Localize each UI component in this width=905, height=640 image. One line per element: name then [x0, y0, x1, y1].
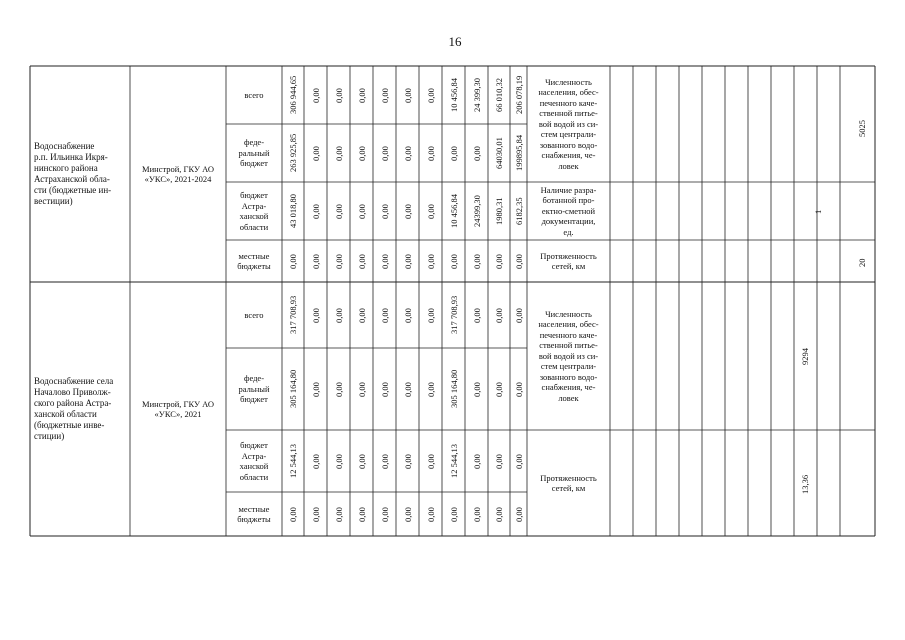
value-cell: 24 399,30	[471, 78, 482, 112]
indicator-label: Численность населения, обес- печенного каче- ственной питье- вой водой из си- стем централи- зованного водо- снабжения, че- ловек	[538, 308, 599, 403]
value-cell: 0,00	[379, 145, 390, 161]
object-name-2: Водоснабжение села Началово Приволж- ского района Астра- ханской области (бюджетные инве- стиции)	[34, 376, 114, 441]
value-cell: 0,00	[356, 253, 367, 269]
value-cell: 206 078,19	[513, 75, 524, 114]
value-cell: 0,00	[356, 307, 367, 323]
value-cell: 0,00	[310, 506, 321, 522]
executor-1: Минстрой, ГКУ АО «УКС», 2021-2024	[142, 163, 214, 184]
value-cell: 0,00	[288, 506, 298, 522]
value-cell: 6182,35	[513, 197, 524, 225]
indicator-value: 20	[857, 258, 867, 267]
value-cell: 305 164,80	[448, 369, 459, 408]
value-cell: 0,00	[333, 203, 344, 219]
indicator-value: 13,36	[800, 474, 810, 494]
value-cell: 199895,84	[513, 134, 524, 171]
indicator-value: 9294	[800, 347, 810, 365]
value-cell: 0,00	[471, 381, 482, 397]
value-cell: 0,00	[379, 453, 390, 469]
value-cell: 0,00	[513, 381, 524, 397]
value-cell: 0,00	[471, 253, 482, 269]
value-cell: 0,00	[494, 381, 504, 397]
value-cell: 0,00	[513, 453, 524, 469]
value-cell: 305 164,80	[288, 369, 298, 408]
value-cell: 12 544,13	[448, 444, 459, 478]
value-cell: 0,00	[471, 145, 482, 161]
value-cell: 0,00	[513, 506, 524, 522]
value-cell: 0,00	[448, 145, 459, 161]
value-cell: 0,00	[379, 253, 390, 269]
value-cell: 0,00	[513, 253, 524, 269]
value-cell: 0,00	[310, 87, 321, 103]
value-cell: 0,00	[448, 506, 459, 522]
value-cell: 0,00	[402, 87, 413, 103]
value-cell: 0,00	[402, 453, 413, 469]
value-cell: 64030,01	[494, 137, 504, 169]
value-cell: 0,00	[402, 203, 413, 219]
value-cell: 0,00	[310, 307, 321, 323]
value-cell: 263 925,85	[288, 133, 298, 172]
value-cell: 10 456,84	[448, 78, 459, 112]
value-cell: 0,00	[425, 307, 436, 323]
budget-label-local: местные бюджеты	[237, 250, 271, 271]
budget-label-federal: феде- ральный бюджет	[238, 373, 270, 405]
value-cell: 0,00	[402, 253, 413, 269]
value-cell: 0,00	[471, 307, 482, 323]
indicator-label: Наличие разра- ботанной про- ектно-сметной документации, ед.	[540, 184, 597, 237]
value-cell: 0,00	[402, 381, 413, 397]
budget-label-total: всего	[244, 309, 264, 320]
value-cell: 66 010,32	[494, 78, 504, 112]
value-cell: 0,00	[471, 506, 482, 522]
object-name-1: Водоснабжение р.п. Ильинка Икря- нинского района Астраханской обла- сти (бюджетные ин- вестиции)	[34, 141, 112, 206]
budget-label-federal: феде- ральный бюджет	[238, 137, 270, 169]
budget-label-local: местные бюджеты	[237, 503, 271, 524]
indicator-value: 5025	[857, 119, 867, 137]
value-cell: 0,00	[310, 381, 321, 397]
value-cell: 0,00	[494, 307, 504, 323]
indicator-label: Протяженность сетей, км	[540, 250, 597, 271]
value-cell: 10 456,84	[448, 194, 459, 228]
value-cell: 43 018,80	[288, 194, 298, 228]
value-cell: 0,00	[379, 307, 390, 323]
indicator-label: Протяженность сетей, км	[540, 472, 597, 493]
value-cell: 0,00	[356, 453, 367, 469]
value-cell: 0,00	[356, 381, 367, 397]
value-cell: 0,00	[379, 506, 390, 522]
budget-label-regional: бюджет Астра- ханской области	[239, 440, 269, 482]
value-cell: 0,00	[333, 253, 344, 269]
value-cell: 0,00	[448, 253, 459, 269]
value-cell: 0,00	[425, 203, 436, 219]
value-cell: 0,00	[379, 203, 390, 219]
value-cell: 0,00	[333, 506, 344, 522]
value-cell: 0,00	[425, 506, 436, 522]
value-cell: 0,00	[333, 87, 344, 103]
value-cell: 0,00	[494, 253, 504, 269]
executor-2: Минстрой, ГКУ АО «УКС», 2021	[142, 398, 214, 419]
value-cell: 0,00	[356, 145, 367, 161]
value-cell: 0,00	[425, 381, 436, 397]
value-cell: 0,00	[513, 307, 524, 323]
indicator-value: 1	[813, 209, 823, 214]
value-cell: 0,00	[356, 87, 367, 103]
value-cell: 0,00	[425, 145, 436, 161]
indicator-label: Численность населения, обес- печенного каче- ственной питье- вой водой из си- стем централи- зованного водо- снабжения, че- ловек	[538, 76, 599, 171]
value-cell: 0,00	[333, 145, 344, 161]
value-cell: 0,00	[402, 506, 413, 522]
value-cell: 0,00	[356, 506, 367, 522]
value-cell: 0,00	[310, 145, 321, 161]
value-cell: 306 944,65	[288, 75, 298, 114]
value-cell: 0,00	[333, 307, 344, 323]
value-cell: 0,00	[471, 453, 482, 469]
value-cell: 0,00	[310, 453, 321, 469]
value-cell: 0,00	[425, 253, 436, 269]
value-cell: 0,00	[425, 87, 436, 103]
value-cell: 0,00	[333, 381, 344, 397]
value-cell: 0,00	[425, 453, 436, 469]
value-cell: 1980,31	[494, 197, 504, 225]
value-cell: 12 544,13	[288, 444, 298, 478]
value-cell: 0,00	[288, 253, 298, 269]
value-cell: 0,00	[402, 307, 413, 323]
value-cell: 317 708,93	[288, 295, 298, 334]
value-cell: 0,00	[310, 253, 321, 269]
value-cell: 0,00	[356, 203, 367, 219]
value-cell: 0,00	[494, 506, 504, 522]
value-cell: 24399,30	[471, 195, 482, 227]
budget-label-regional: бюджет Астра- ханской области	[239, 190, 269, 232]
value-cell: 0,00	[379, 381, 390, 397]
value-cell: 0,00	[310, 203, 321, 219]
value-cell: 0,00	[402, 145, 413, 161]
budget-label-total: всего	[244, 89, 264, 100]
value-cell: 0,00	[333, 453, 344, 469]
value-cell: 0,00	[379, 87, 390, 103]
value-cell: 0,00	[494, 453, 504, 469]
page-number: 16	[448, 34, 462, 49]
value-cell: 317 708,93	[448, 295, 459, 334]
